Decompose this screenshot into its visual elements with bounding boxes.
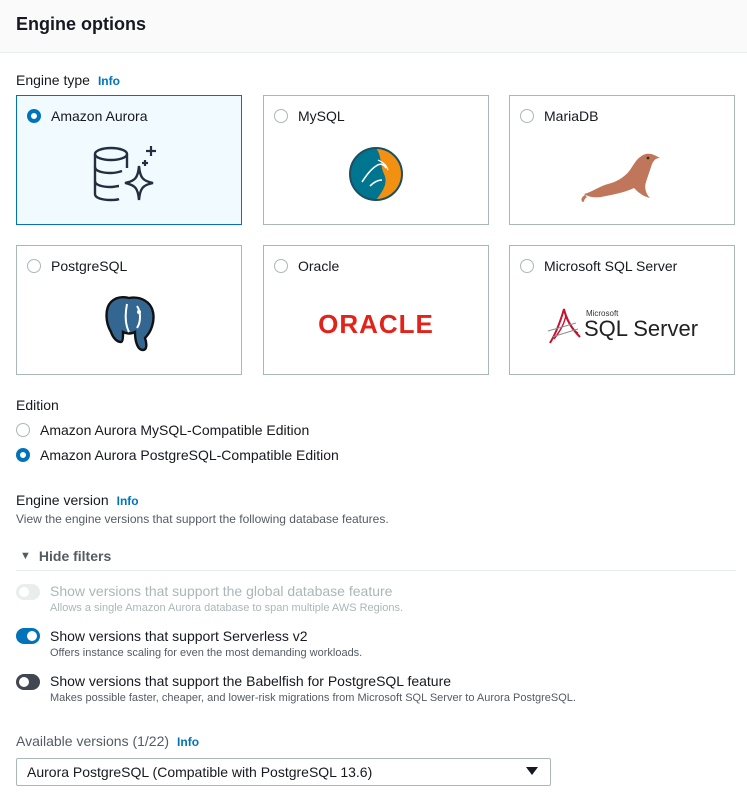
- edition-mysql-radio[interactable]: [16, 423, 30, 437]
- sqlserver-radio[interactable]: [520, 259, 534, 273]
- edition-option-label: Amazon Aurora MySQL-Compatible Edition: [40, 422, 310, 438]
- available-versions-value: Aurora PostgreSQL (Compatible with PostgreSQL 13.6): [27, 764, 373, 780]
- mariadb-radio[interactable]: [520, 109, 534, 123]
- postgresql-radio[interactable]: [27, 259, 41, 273]
- postgresql-elephant-icon: [17, 284, 241, 364]
- engine-card-label: MySQL: [298, 108, 345, 124]
- engine-card-label: MariaDB: [544, 108, 599, 124]
- filters-divider: [16, 570, 736, 571]
- available-versions-info-link[interactable]: Info: [177, 735, 200, 749]
- sqlserver-logo-microsoft: Microsoft: [585, 308, 619, 318]
- mysql-logo-icon: [264, 134, 488, 214]
- engine-version-info-link[interactable]: Info: [116, 494, 139, 508]
- aurora-radio[interactable]: [27, 109, 41, 123]
- engine-version-label-text: Engine version: [16, 492, 109, 508]
- engine-type-info-link[interactable]: Info: [97, 74, 120, 88]
- engine-card-mysql[interactable]: [263, 95, 489, 225]
- engine-version-description: View the engine versions that support the following database features.: [16, 512, 389, 526]
- oracle-radio[interactable]: [274, 259, 288, 273]
- oracle-logo: [264, 284, 488, 364]
- toggle-knob: [27, 631, 37, 641]
- global-database-description: Allows a single Amazon Aurora database to span multiple AWS Regions.: [50, 602, 404, 614]
- hide-filters-label: Hide filters: [38, 548, 112, 564]
- engine-card-aurora[interactable]: [16, 95, 242, 225]
- edition-option-mysql[interactable]: [16, 422, 309, 438]
- edition-label: Edition: [16, 397, 59, 413]
- engine-card-sqlserver[interactable]: [509, 245, 735, 375]
- serverless-v2-toggle[interactable]: [16, 628, 40, 644]
- babelfish-toggle[interactable]: [16, 674, 40, 690]
- babelfish-description: Makes possible faster, cheaper, and lower-risk migrations from Microsoft SQL Server to Aurora PostgreSQL.: [50, 692, 576, 704]
- engine-card-oracle[interactable]: [263, 245, 489, 375]
- available-versions-label: [16, 733, 199, 749]
- edition-option-postgresql[interactable]: [16, 447, 339, 463]
- oracle-logo-text: ORACLE: [318, 308, 434, 339]
- sqlserver-logo-text: SQL Server: [583, 315, 699, 341]
- edition-postgresql-radio[interactable]: [16, 448, 30, 462]
- section-title: Engine options: [16, 14, 146, 34]
- hide-filters-toggle[interactable]: [20, 548, 111, 564]
- engine-card-label: Oracle: [298, 258, 340, 274]
- engine-card-mariadb[interactable]: [509, 95, 735, 225]
- engine-card-label: Amazon Aurora: [51, 108, 148, 124]
- global-database-toggle[interactable]: [16, 584, 40, 600]
- engine-card-postgresql[interactable]: [16, 245, 242, 375]
- toggle-knob: [19, 677, 29, 687]
- available-versions-label-text: Available versions (1/22): [16, 733, 170, 749]
- aurora-logo-icon: [17, 134, 241, 214]
- sqlserver-logo: [510, 284, 734, 364]
- caret-down-icon: ▼: [20, 550, 31, 562]
- engine-type-label: [16, 72, 120, 88]
- engine-card-label: Microsoft SQL Server: [544, 258, 678, 274]
- section-header: [0, 0, 747, 53]
- babelfish-title: Show versions that support the Babelfish for PostgreSQL feature: [50, 673, 452, 689]
- caret-down-icon: [526, 767, 538, 775]
- engine-version-label: [16, 492, 139, 508]
- sqlserver-swirl-icon: [546, 303, 582, 345]
- serverless-v2-description: Offers instance scaling for even the most demanding workloads.: [50, 647, 363, 659]
- global-database-title: Show versions that support the global database feature: [50, 583, 393, 599]
- engine-type-label-text: Engine type: [16, 72, 90, 88]
- serverless-v2-title: Show versions that support Serverless v2: [50, 628, 308, 644]
- edition-option-label: Amazon Aurora PostgreSQL-Compatible Edition: [40, 447, 339, 463]
- mysql-radio[interactable]: [274, 109, 288, 123]
- mariadb-seal-icon: [510, 134, 734, 214]
- available-versions-select[interactable]: [16, 758, 551, 786]
- engine-card-label: PostgreSQL: [51, 258, 128, 274]
- toggle-knob: [19, 587, 29, 597]
